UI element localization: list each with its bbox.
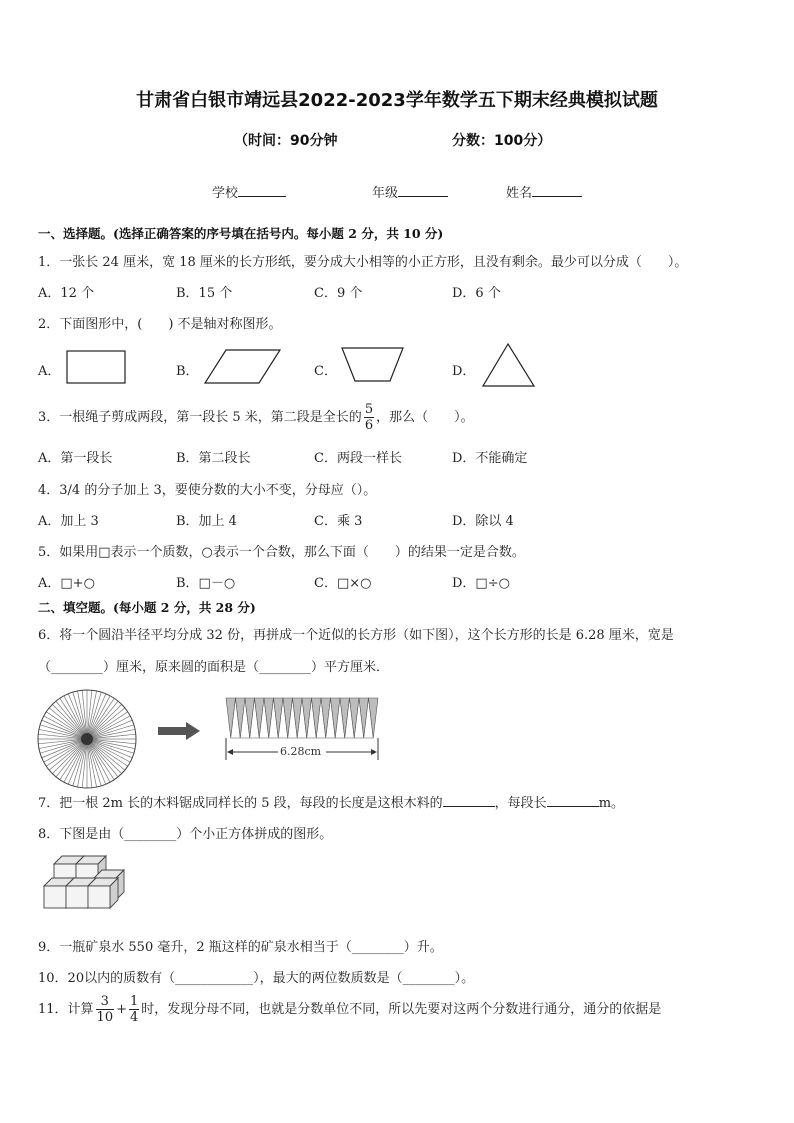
q4-option-a[interactable]: A．加上 3 — [38, 514, 99, 529]
question-3 — [38, 402, 474, 433]
rectangle-figure — [66, 350, 128, 386]
question-2: 2．下面图形中，( ) 不是轴对称图形。 — [38, 317, 282, 332]
q3-fraction-num: 5 — [364, 402, 374, 417]
q4-option-b[interactable]: B．加上 4 — [176, 514, 237, 529]
q5-option-a[interactable]: A．□+○ — [38, 576, 95, 591]
q7-text-post: m。 — [598, 796, 625, 811]
q1-option-c[interactable]: C．9 个 — [314, 286, 363, 301]
fraction-3-10 — [96, 994, 115, 1025]
q11-frac2-num: 1 — [130, 994, 139, 1009]
sector-line — [87, 739, 118, 777]
q3-text-post: ，那么（ ）。 — [376, 410, 474, 425]
q4-option-c[interactable]: C．乘 3 — [314, 514, 363, 529]
q7-text-mid: ，每段长 — [494, 796, 547, 811]
sector-line — [87, 701, 118, 739]
q3-option-b[interactable]: B．第二段长 — [176, 451, 251, 466]
exam-title: 甘肃省白银市靖远县2022-2023学年数学五下期末经典模拟试题 — [136, 90, 658, 111]
q5-option-c[interactable]: C．□×○ — [314, 576, 372, 591]
question-7 — [38, 792, 624, 811]
question-4: 4．3/4 的分子加上 3，要使分数的大小不变，分母应（）。 — [38, 483, 377, 498]
arrow-right-icon — [158, 721, 202, 741]
q2-option-a[interactable]: A． — [38, 364, 61, 379]
q7-blank-2[interactable] — [547, 794, 599, 807]
sector-line — [49, 708, 87, 739]
exam-time: （时间：90分钟 — [234, 133, 338, 149]
q1-option-d[interactable]: D．6 个 — [452, 286, 501, 301]
grade-field[interactable] — [372, 182, 448, 201]
q11-plus: + — [116, 1002, 127, 1017]
q4-option-d[interactable]: D．除以 4 — [452, 514, 514, 529]
q5-option-d[interactable]: D．□÷○ — [452, 576, 510, 591]
sector-line — [87, 708, 125, 739]
q2-option-d[interactable]: D． — [452, 364, 476, 379]
question-9: 9．一瓶矿泉水 550 毫升，2 瓶这样的矿泉水相当于（________）升。 — [38, 940, 443, 955]
school-blank[interactable] — [238, 184, 286, 197]
trapezoid-figure — [340, 346, 406, 384]
fraction-1-4 — [129, 994, 139, 1025]
q3-option-c[interactable]: C．两段一样长 — [314, 451, 402, 466]
q3-option-a[interactable]: A．第一段长 — [38, 451, 113, 466]
q7-blank-1[interactable] — [443, 794, 495, 807]
q7-text-pre: 7．把一根 2m 长的木料锯成同样长的 5 段，每段的长度是这根木料的 — [38, 796, 443, 811]
section1-heading: 一、选择题。(选择正确答案的序号填在括号内。每小题 2 分，共 10 分) — [38, 226, 444, 241]
section2-heading: 二、填空题。(每小题 2 分，共 28 分) — [38, 600, 256, 615]
measure-label: 6.28cm — [280, 745, 322, 758]
q2-option-c[interactable]: C． — [314, 364, 337, 379]
grade-label: 年级 — [372, 186, 399, 201]
q11-frac1-den: 10 — [96, 1010, 114, 1025]
question-8: 8．下图是由（________）个小正方体拼成的图形。 — [38, 827, 333, 842]
sector-line — [56, 739, 87, 777]
q11-frac1-num: 3 — [96, 994, 115, 1010]
question-6-line1: 6．将一个圆沿半径平均分成 32 份，再拼成一个近似的长方形（如下图），这个长方形的长是 6.28 厘米，宽是 — [38, 628, 674, 643]
fraction-5-6 — [364, 402, 374, 433]
school-field[interactable] — [212, 182, 286, 201]
question-6-line2: （________）厘米，原来圆的面积是（________）平方厘米． — [38, 660, 390, 675]
exam-score: 分数：100分） — [452, 133, 552, 149]
q3-text-pre: 3．一根绳子剪成两段，第一段长 5 米，第二段是全长的 — [38, 410, 362, 425]
q1-option-a[interactable]: A．12 个 — [38, 286, 95, 301]
question-10: 10．20以内的质数有（____________），最大的两位数质数是（________）。 — [38, 971, 475, 986]
q5-option-b[interactable]: B．□－○ — [176, 576, 236, 591]
q3-fraction-den: 6 — [364, 418, 374, 433]
triangle-figure — [481, 342, 537, 388]
divided-circle-figure — [36, 688, 140, 792]
q3-option-d[interactable]: D．不能确定 — [452, 451, 528, 466]
sector-line — [87, 739, 125, 770]
parallelogram-figure — [204, 348, 284, 386]
question-11 — [38, 994, 661, 1025]
school-label: 学校 — [212, 186, 239, 201]
sector-line — [49, 739, 87, 770]
grade-blank[interactable] — [398, 184, 448, 197]
q1-option-b[interactable]: B．15 个 — [176, 286, 233, 301]
q2-option-b[interactable]: B． — [176, 364, 199, 379]
q11-frac2-den: 4 — [130, 1010, 139, 1025]
name-blank[interactable] — [532, 184, 582, 197]
sector-line — [56, 701, 87, 739]
name-label: 姓名 — [506, 186, 533, 201]
cubes-figure — [40, 852, 132, 918]
name-field[interactable] — [506, 182, 582, 201]
question-1: 1．一张长 24 厘米，宽 18 厘米的长方形纸，要分成大小相等的小正方形，且没有剩余。最少可以分成（ ）。 — [38, 255, 688, 270]
q11-text-pre: 11．计算 — [38, 1002, 94, 1017]
q11-text-post: 时，发现分母不同，也就是分数单位不同，所以先要对这两个分数进行通分，通分的依据是 — [141, 1002, 662, 1017]
question-5: 5．如果用□表示一个质数，○表示一个合数，那么下面（ ）的结果一定是合数。 — [38, 545, 525, 560]
